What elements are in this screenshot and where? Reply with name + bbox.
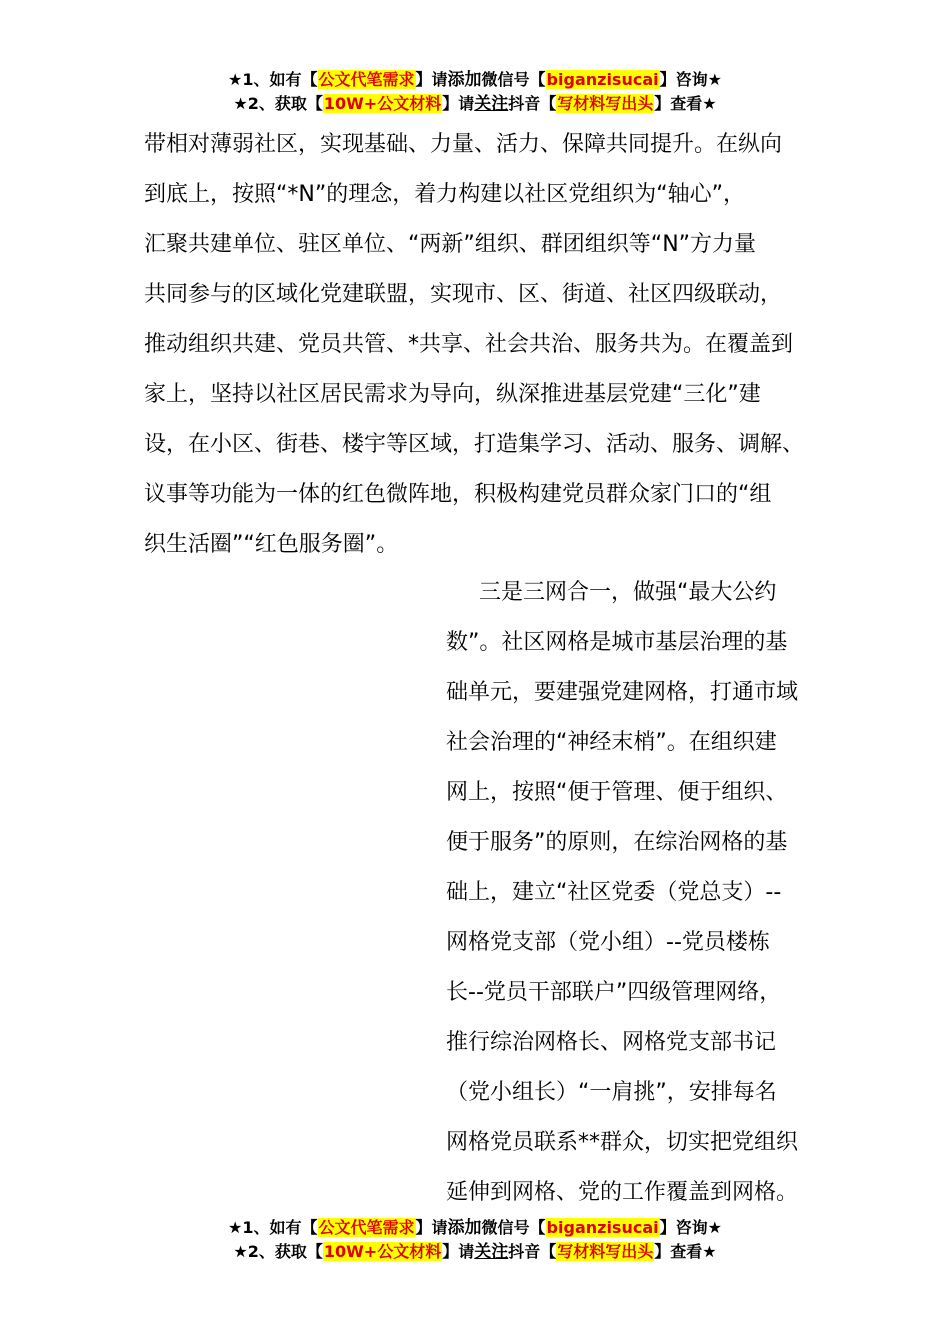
highlight-materials: 10W+公文材料 <box>323 94 442 113</box>
banner-text: 】咨询★ <box>659 70 722 89</box>
paragraph-line: 汇聚共建单位、驻区单位、“两新”组织、群团组织等“N”方力量 <box>144 232 757 257</box>
banner-text: 】查看★ <box>654 1242 717 1261</box>
highlight-service: 公文代笔需求 <box>318 1218 415 1237</box>
paragraph-line: 长--党员干部联户”四级管理网络， <box>446 980 782 1005</box>
paragraph-line: 设，在小区、街巷、楼宇等区域，打造集学习、活动、服务、调解、 <box>144 432 805 457</box>
paragraph-line: 到底上，按照“*N”的理念，着力构建以社区党组织为“轴心”， <box>144 182 746 207</box>
banner-text: 】咨询★ <box>659 1218 722 1237</box>
paragraph-line: 网格党员联系**群众，切实把党组织 <box>446 1130 799 1155</box>
paragraph-column <box>446 568 826 1218</box>
paragraph-line: 推行综治网格长、网格党支部书记 <box>446 1030 777 1055</box>
paragraph-line: 社会治理的“神经末梢”。在组织建 <box>446 730 777 755</box>
banner-line-1 <box>0 1216 950 1240</box>
banner-text: ★2、获取【 <box>233 94 323 113</box>
highlight-wechat-id: biganzisucai <box>546 70 659 89</box>
banner-line-2 <box>0 1240 950 1264</box>
banner-text: 】请 <box>442 1242 475 1261</box>
footer-banner <box>0 1216 950 1264</box>
section-heading-line: 三是三网合一，做强“最大公约 <box>479 580 777 605</box>
highlight-douyin-account: 写材料写出头 <box>557 1242 654 1261</box>
banner-text: 微信号【 <box>481 1218 546 1237</box>
paragraph-line: 带相对薄弱社区，实现基础、力量、活力、保障共同提升。在纵向 <box>144 132 783 157</box>
paragraph-body <box>144 120 824 570</box>
paragraph-line: 网上，按照“便于管理、便于组织、 <box>446 780 788 805</box>
banner-text: 抖音【 <box>508 1242 557 1261</box>
paragraph-line: 延伸到网格、党的工作覆盖到网格。 <box>446 1180 799 1205</box>
banner-emphasis: 关注 <box>474 1242 509 1262</box>
paragraph-line: 织生活圈”“红色服务圈”。 <box>144 532 399 557</box>
paragraph-line: 数”。社区网格是城市基层治理的基 <box>446 630 788 655</box>
paragraph-line: 推动组织共建、党员共管、*共享、社会共治、服务共为。在覆盖到 <box>144 332 794 357</box>
banner-text: 】请 <box>415 1218 448 1237</box>
paragraph-line: 便于服务”的原则，在综治网格的基 <box>446 830 788 855</box>
highlight-materials: 10W+公文材料 <box>323 1242 442 1261</box>
highlight-wechat-id: biganzisucai <box>546 1218 659 1237</box>
paragraph-line: 议事等功能为一体的红色微阵地，积极构建党员群众家门口的“组 <box>144 482 772 507</box>
header-banner <box>0 68 950 116</box>
banner-text: ★2、获取【 <box>233 1242 323 1261</box>
paragraph-line: 础上，建立“社区党委（党总支）-- <box>446 880 782 905</box>
highlight-douyin-account: 写材料写出头 <box>557 94 654 113</box>
banner-emphasis: 添加 <box>447 70 482 90</box>
banner-text: 】请 <box>442 94 475 113</box>
banner-text: 抖音【 <box>508 94 557 113</box>
paragraph-line: （党小组长）“一肩挑”，安排每名 <box>446 1080 777 1105</box>
paragraph-line: 家上，坚持以社区居民需求为导向，纵深推进基层党建“三化”建 <box>144 382 761 407</box>
banner-line-2 <box>0 92 950 116</box>
highlight-service: 公文代笔需求 <box>318 70 415 89</box>
paragraph-line: 共同参与的区域化党建联盟，实现市、区、街道、社区四级联动， <box>144 282 783 307</box>
paragraph-line: 础单元，要建强党建网格，打通市域 <box>446 680 799 705</box>
banner-text: ★1、如有【 <box>228 70 318 89</box>
banner-text: ★1、如有【 <box>228 1218 318 1237</box>
banner-text: 】查看★ <box>654 94 717 113</box>
banner-line-1 <box>0 68 950 92</box>
banner-emphasis: 关注 <box>474 94 509 114</box>
banner-text: 微信号【 <box>481 70 546 89</box>
banner-text: 】请 <box>415 70 448 89</box>
banner-emphasis: 添加 <box>447 1218 482 1238</box>
paragraph-line: 网格党支部（党小组）--党员楼栋 <box>446 930 770 955</box>
